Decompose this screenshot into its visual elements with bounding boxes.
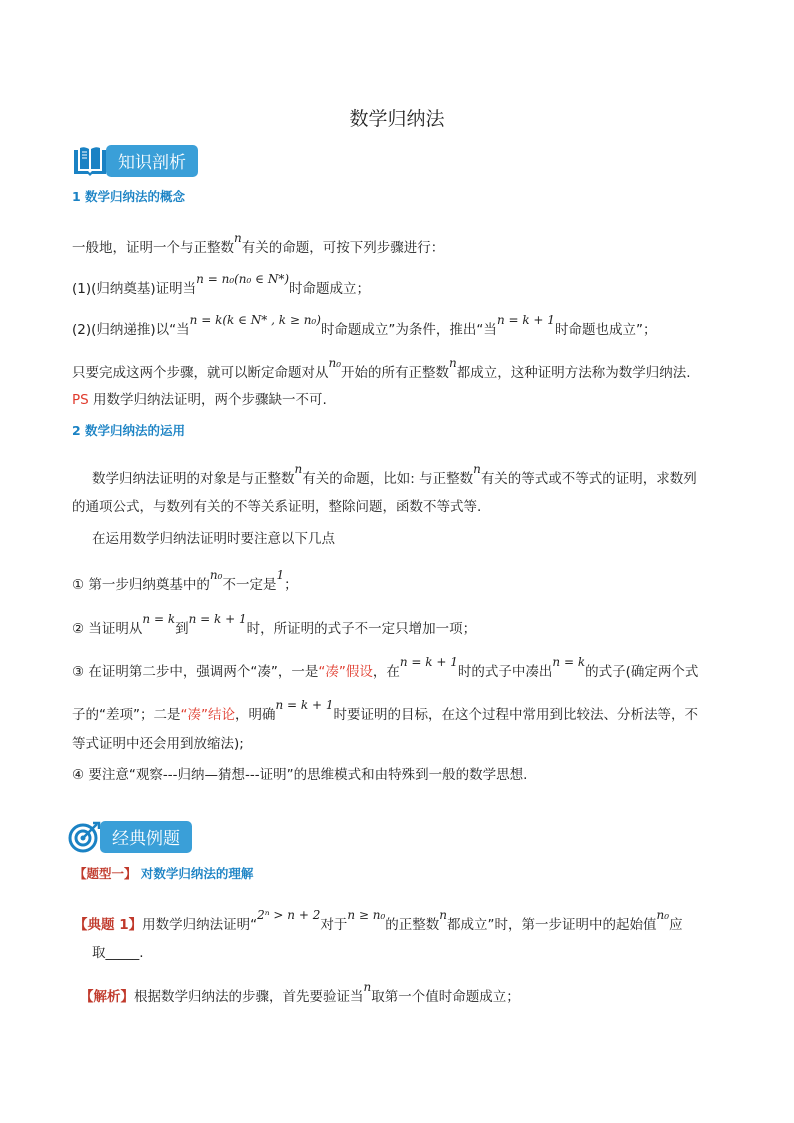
math-n0: n₀ — [656, 908, 670, 922]
book-icon — [72, 144, 108, 178]
text: 时要证明的目标，在这个过程中常用到比较法、分析法等，不 — [333, 707, 699, 723]
note-3-line3: 等式证明中还会用到放缩法); — [72, 736, 244, 752]
highlight-text: “凑”结论 — [180, 707, 235, 723]
text: ，在 — [372, 664, 400, 680]
text: 时命题成立”为条件，推出“当 — [320, 322, 497, 338]
paragraph-intro — [72, 231, 445, 256]
math-n0: n₀ — [328, 356, 342, 370]
text: 一般地，证明一个与正整数 — [72, 240, 234, 256]
note-2 — [72, 612, 477, 637]
text: ③ 在证明第二步中，强调两个“凑”，一是 — [72, 664, 319, 680]
text: 的式子(确定两个式 — [585, 664, 699, 680]
step-2 — [72, 313, 657, 338]
note-4: ④ 要注意“观察---归纳—猜想---证明”的思维模式和由特殊到一般的数学思想. — [72, 767, 528, 783]
text: 的正整数 — [385, 917, 440, 933]
text: ； — [284, 577, 298, 593]
text: 有关的等式或不等式的证明，求数列 — [480, 471, 697, 487]
example-label: 【典题 1】 — [74, 917, 143, 933]
s2-paragraph-2: 在运用数学归纳法证明时要注意以下几点 — [92, 531, 335, 547]
math-n: n — [473, 462, 481, 476]
text: 时命题也成立”； — [554, 322, 657, 338]
math-n: n — [294, 462, 303, 476]
section-heading-1: 1 数学归纳法的概念 — [72, 189, 186, 204]
examples-banner — [66, 820, 192, 854]
math-n: n — [363, 980, 372, 994]
s2-paragraph-1-line2: 的通项公式，与数列有关的不等关系证明，整除问题，函数不等式等. — [72, 499, 482, 515]
text: 时的式子中凑出 — [457, 664, 553, 680]
section-heading-2: 2 数学归纳法的运用 — [72, 423, 186, 438]
analysis — [80, 980, 520, 1005]
text: 有关的命题，可按下列步骤进行： — [241, 240, 445, 256]
math-n0: n₀ — [209, 568, 223, 582]
math-one: 1 — [276, 568, 285, 582]
text: 都成立”时，第一步证明中的起始值 — [447, 917, 657, 933]
example-1-line2: 取_____. — [92, 945, 144, 961]
text: 时，所证明的式子不一定只增加一项； — [246, 621, 477, 637]
math-expr: n = k — [142, 612, 176, 626]
text: 用数学归纳法证明“ — [142, 917, 258, 933]
text: 应 — [669, 917, 683, 933]
text: 时命题成立； — [289, 281, 371, 297]
knowledge-banner — [72, 144, 198, 178]
text: 有关的命题，比如: 与正整数 — [302, 471, 474, 487]
page-title: 数学归纳法 — [349, 108, 445, 130]
text: 数学归纳法证明的对象是与正整数 — [92, 471, 295, 487]
math-n: n — [449, 356, 457, 370]
math-expr: n = k — [552, 655, 586, 669]
math-expr: n = k(k ∈ N* , k ≥ n₀) — [189, 313, 321, 327]
target-icon — [66, 820, 102, 854]
text: 用数学归纳法证明，两个步骤缺一不可. — [88, 392, 327, 408]
math-expr: n = n₀(n₀ ∈ N*) — [196, 272, 290, 286]
banner-label: 经典例题 — [100, 821, 192, 853]
text: (2)(归纳递推)以“当 — [72, 322, 190, 338]
ps-label: PS — [72, 392, 89, 408]
text: 不一定是 — [222, 577, 277, 593]
math-expr: n = k + 1 — [399, 655, 458, 669]
note-3 — [72, 655, 699, 680]
text: 对于 — [320, 917, 348, 933]
math-n: n — [234, 231, 242, 245]
text: 取第一个值时命题成立； — [371, 989, 520, 1005]
banner-label: 知识剖析 — [106, 145, 198, 177]
highlight-text: “凑”假设 — [318, 664, 373, 680]
step-1 — [72, 272, 371, 297]
text: 到 — [175, 621, 189, 637]
math-expr: 2ⁿ > n + 2 — [257, 908, 321, 922]
text: ，明确 — [235, 707, 276, 723]
text: 只要完成这两个步骤，就可以断定命题对从 — [72, 365, 329, 381]
math-expr: n = k + 1 — [188, 612, 247, 626]
text: ① 第一步归纳奠基中的 — [72, 577, 210, 593]
text: 开始的所有正整数 — [341, 365, 450, 381]
note-3-line2 — [72, 698, 699, 723]
s2-paragraph-1 — [92, 462, 697, 487]
question-type-heading — [74, 864, 253, 882]
note-1 — [72, 568, 298, 593]
type-title: 对数学归纳法的理解 — [136, 866, 254, 881]
ps-note — [72, 388, 327, 408]
math-expr: n = k + 1 — [496, 313, 555, 327]
type-label: 【题型一】 — [74, 866, 137, 881]
math-n: n — [439, 908, 448, 922]
text: 根据数学归纳法的步骤，首先要验证当 — [134, 989, 364, 1005]
example-1 — [74, 908, 683, 933]
text: 子的“差项”；二是 — [72, 707, 181, 723]
math-expr: n = k + 1 — [275, 698, 334, 712]
math-expr: n ≥ n₀ — [347, 908, 386, 922]
text: (1)(归纳奠基)证明当 — [72, 281, 197, 297]
analysis-label: 【解析】 — [80, 989, 134, 1005]
text: ② 当证明从 — [72, 621, 143, 637]
conclusion — [72, 356, 691, 381]
text: 都成立，这种证明方法称为数学归纳法. — [456, 365, 691, 381]
